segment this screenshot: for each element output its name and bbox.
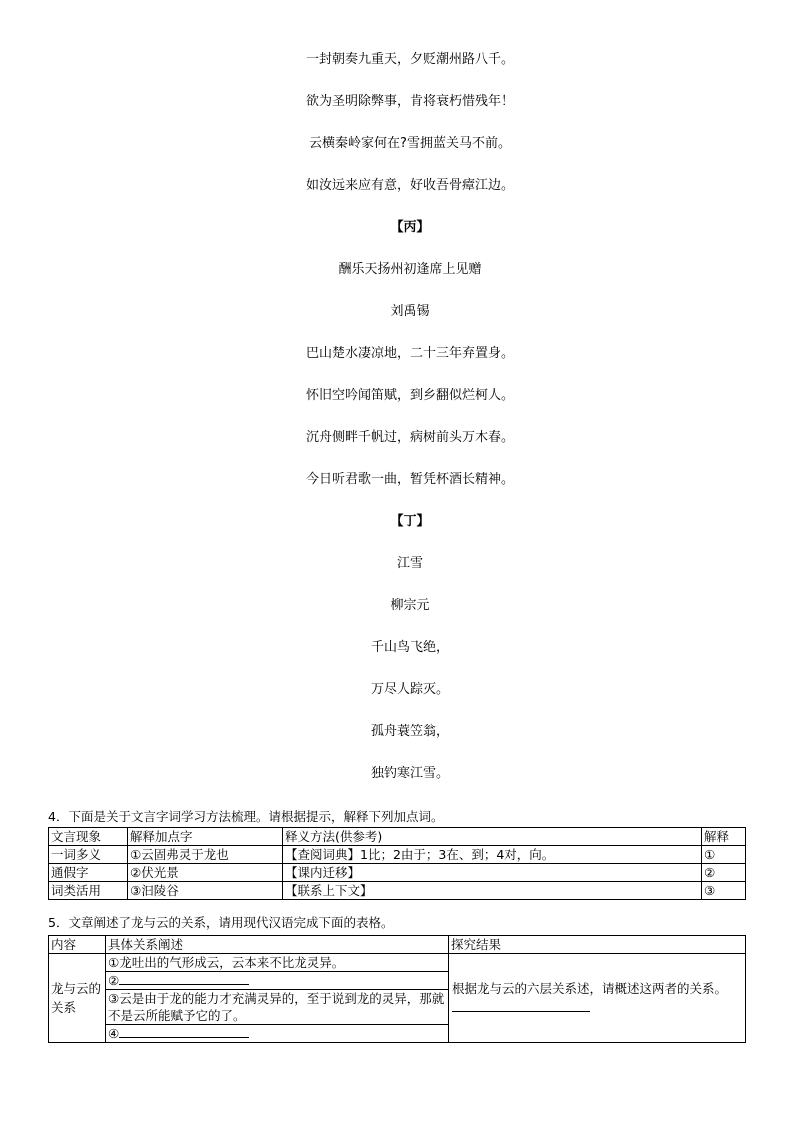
table-row [49,882,746,900]
poem-ding-author: 柳宗元 [390,598,430,613]
poem-yi-line-4: 如汝远来应有意，好收吾骨瘴江边。 [305,178,514,193]
q5-item-3: ③云是由于龙的能力才充满灵异的，至于说到龙的灵异，那就不是云所能赋予它的了。 [106,990,448,1025]
q5-item-2[interactable] [106,972,448,990]
q4-cell: 词类活用 [49,882,128,900]
q5-header-result: 探究结果 [449,936,746,954]
q4-answer-cell[interactable]: ② [702,864,746,882]
q4-header-word: 解释加点字 [128,828,283,846]
poem-ding-title: 江雪 [396,556,423,571]
q5-table [48,935,746,1043]
poem-bing-marker: 【丙】 [390,220,430,235]
q5-prompt: 5．文章阐述了龙与云的关系，请用现代汉语完成下面的表格。 [48,915,394,930]
q5-header-content: 内容 [49,936,106,954]
q4-header-answer: 解释 [702,828,746,846]
poem-ding-line-2: 万尽人踪灭。 [370,682,449,697]
poem-bing-author: 刘禹锡 [390,304,430,319]
poem-ding-line-4: 独钓寒江雪。 [370,766,449,781]
poem-ding-marker: 【丁】 [390,514,430,529]
q4-prompt: 4．下面是关于文言字词学习方法梳理。请根据提示，解释下列加点词。 [48,809,444,824]
poem-ding-line-3: 孤舟蓑笠翁， [370,724,449,739]
poem-yi-line-2: 欲为圣明除弊事，肯将衰朽惜残年！ [305,94,514,109]
answer-blank[interactable] [119,973,249,985]
poem-bing-line-4: 今日听君歌一曲，暂凭杯酒长精神。 [305,472,514,487]
q4-cell: 一词多义 [49,846,128,864]
poem-yi-line-3: 云横秦岭家何在?雪拥蓝关马不前。 [309,136,511,151]
q5-item-2-number: ② [108,973,120,988]
table-row [49,954,746,1043]
q4-header-phenomenon: 文言现象 [49,828,128,846]
table-header-row [49,936,746,954]
q4-cell: ②伏光景 [128,864,283,882]
q4-header-method: 释义方法(供参考) [283,828,702,846]
table-row [49,846,746,864]
q5-row-label: 龙与云的关系 [49,954,106,1043]
q4-cell: 【课内迁移】 [283,864,702,882]
q5-result-cell[interactable] [449,954,746,1043]
q5-item-1: ①龙吐出的气形成云，云本来不比龙灵异。 [106,954,448,972]
poem-ding-line-1: 千山鸟飞绝， [370,640,449,655]
q5-detail-list [106,954,448,1042]
q5-item-4-number: ④ [108,1026,120,1041]
q4-cell: 通假字 [49,864,128,882]
table-header-row [49,828,746,846]
answer-blank[interactable] [452,1000,590,1012]
q5-header-detail: 具体关系阐述 [106,936,449,954]
q4-answer-cell[interactable]: ③ [702,882,746,900]
q4-cell: ①云固弗灵于龙也 [128,846,283,864]
q4-cell: 【联系上下文】 [283,882,702,900]
poem-bing-line-1: 巴山楚水凄凉地，二十三年弃置身。 [305,346,514,361]
q4-cell: 【查阅词典】1比；2由于；3在、到；4对，向。 [283,846,702,864]
q4-cell: ③汩陵谷 [128,882,283,900]
table-row [49,864,746,882]
poem-bing-line-2: 怀旧空吟闻笛赋，到乡翻似烂柯人。 [305,388,514,403]
poem-bing-line-3: 沉舟侧畔千帆过，病树前头万木春。 [305,430,514,445]
q4-answer-cell[interactable]: ① [702,846,746,864]
q4-table [48,827,746,900]
answer-blank[interactable] [119,1026,249,1038]
q5-item-4[interactable] [106,1025,448,1043]
q5-detail-cell [106,954,449,1043]
poem-bing-title: 酬乐天扬州初逢席上见赠 [338,262,482,277]
poem-yi-line-1: 一封朝奏九重天，夕贬潮州路八千。 [305,52,514,67]
q5-result-text: 根据龙与云的六层关系述，请概述这两者的关系。 [452,981,728,996]
